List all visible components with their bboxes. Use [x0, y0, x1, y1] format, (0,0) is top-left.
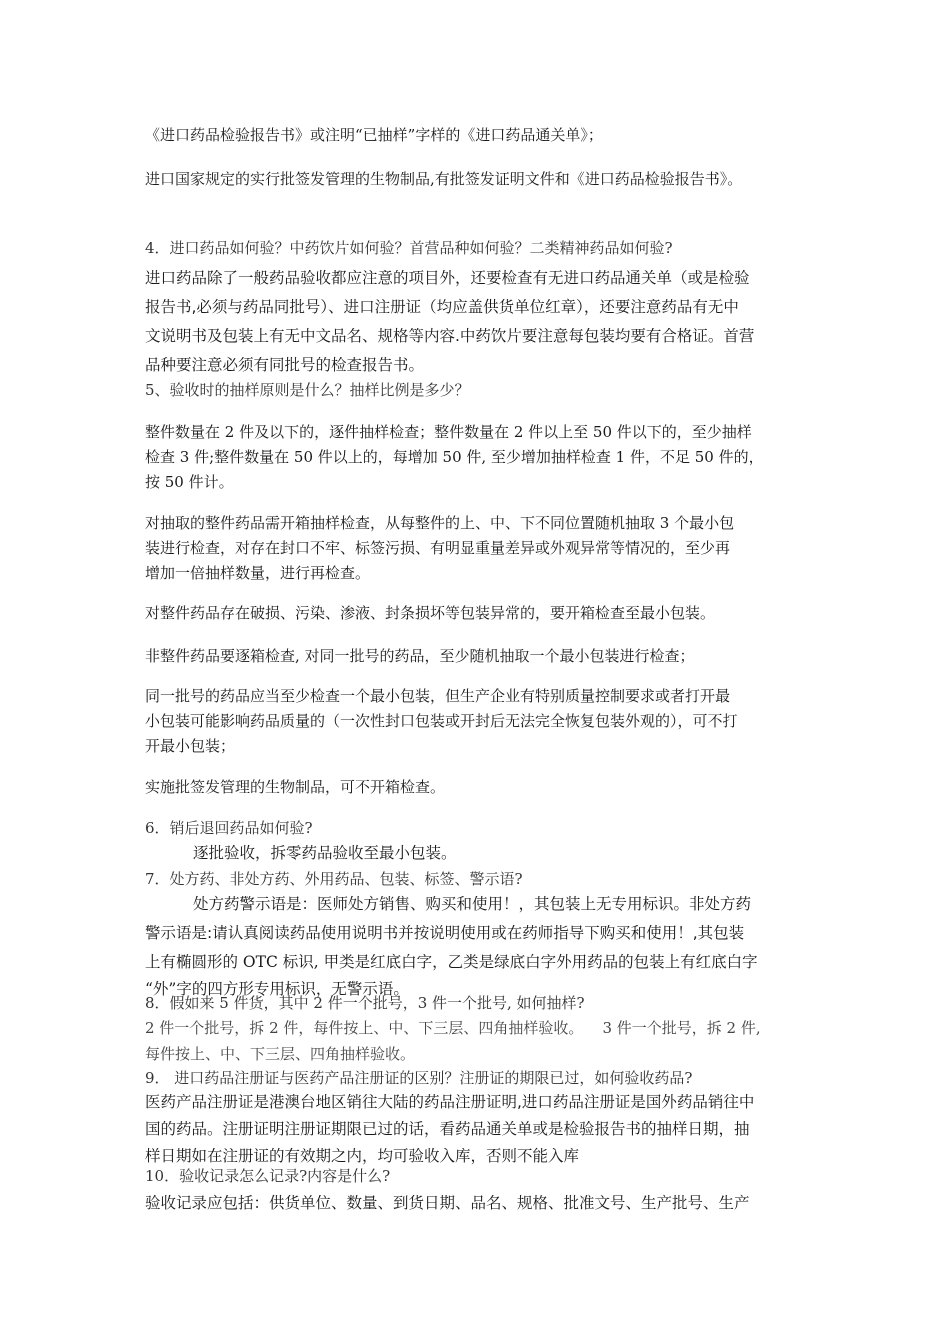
answer-8	[145, 1015, 820, 1067]
question-10: 10．验收记录怎么记录?内容是什么?	[145, 1167, 391, 1185]
question-5: 5、验收时的抽样原则是什么？抽样比例是多少？	[145, 381, 470, 399]
answer-5-line: 对抽取的整件药品需开箱抽样检查，从每整件的上、中、下不同位置随机抽取 3 个最小包	[145, 514, 735, 532]
answer-9-line: 国的药品。注册证明注册证期限已过的话，看药品通关单或是检验报告书的抽样日期，抽	[145, 1120, 750, 1138]
answer-5-biologics: 实施批签发管理的生物制品，可不开箱检查。	[145, 778, 446, 796]
answer-5-same-batch	[145, 684, 820, 759]
answer-7-line: 处方药警示语是：医师处方销售、购买和使用！，其包装上无专用标识。非处方药	[193, 895, 752, 913]
answer-5-line: 同一批号的药品应当至少检查一个最小包装，但生产企业有特别质量控制要求或者打开最	[145, 687, 731, 705]
answer-7-line: 警示语是:请认真阅读药品使用说明书并按说明使用或在药师指导下购买和使用！,其包装	[145, 924, 745, 942]
answer-5-damaged: 对整件药品存在破损、污染、渗液、封条损坏等包装异常的，要开箱检查至最小包装。	[145, 604, 716, 622]
answer-5-line: 检查 3 件;整件数量在 50 件以上的，每增加 50 件, 至少增加抽样检查 1 件，不足 50 件的，	[145, 448, 764, 466]
paragraph-import-report: 《进口药品检验报告书》或注明“已抽样”字样的《进口药品通关单》；	[145, 126, 603, 144]
answer-4-line: 报告书,必须与药品同批号）、进口注册证（均应盖供货单位红章），还要注意药品有无中	[145, 298, 739, 316]
answer-5-sampling-quantity	[145, 420, 820, 495]
question-9: 9． 进口药品注册证与医药产品注册证的区别？注册证的期限已过，如何验收药品?	[145, 1069, 693, 1087]
answer-5-line: 增加一倍抽样数量，进行再检查。	[145, 564, 371, 582]
answer-4-line: 品种要注意必须有同批号的检查报告书。	[145, 356, 425, 374]
paragraph-biologics: 进口国家规定的实行批签发管理的生物制品,有批签发证明文件和《进口药品检验报告书》。	[145, 170, 743, 188]
answer-7	[145, 890, 820, 1002]
question-7: 7．处方药、非处方药、外用药品、包装、标签、警示语?	[145, 870, 523, 888]
answer-5-line: 按 50 件计。	[145, 473, 234, 491]
answer-4	[145, 264, 820, 380]
answer-9-line: 医药产品注册证是港澳台地区销往大陆的药品注册证明,进口药品注册证是国外药品销往中	[145, 1093, 755, 1111]
answer-7-line: 上有椭圆形的 OTC 标识, 甲类是红底白字，乙类是绿底白字外用药品的包装上有红底白字	[145, 953, 758, 971]
answer-4-line: 文说明书及包装上有无中文品名、规格等内容.中药饮片要注意每包装均要有合格证。首营	[145, 327, 755, 345]
answer-9	[145, 1089, 820, 1170]
answer-5-line: 开最小包装；	[145, 737, 236, 755]
question-8: 8．假如来 5 件货，其中 2 件一个批号，3 件一个批号, 如何抽样?	[145, 994, 585, 1012]
question-4: 4．进口药品如何验？中药饮片如何验？首营品种如何验？二类精神药品如何验?	[145, 239, 673, 257]
answer-7-line: “外”字的四方形专用标识，无警示语。	[145, 980, 409, 998]
answer-5-line: 整件数量在 2 件及以下的，逐件抽样检查；整件数量在 2 件以上至 50 件以下的，至少抽样	[145, 423, 752, 441]
question-6: 6．销后退回药品如何验?	[145, 819, 313, 837]
answer-9-line: 样日期如在注册证的有效期之内，均可验收入库，否则不能入库	[145, 1147, 580, 1165]
answer-5-line: 小包装可能影响药品质量的（一次性封口包装或开封后无法完全恢复包装外观的），可不打	[145, 712, 738, 730]
answer-5-partial: 非整件药品要逐箱检查, 对同一批号的药品，至少随机抽取一个最小包装进行检查；	[145, 647, 695, 665]
answer-4-line: 进口药品除了一般药品验收都应注意的项目外，还要检查有无进口药品通关单（或是检验	[145, 269, 750, 287]
answer-8-line: 每件按上、中、下三层、四角抽样验收。	[145, 1045, 416, 1063]
answer-5-line: 装进行检查，对存在封口不牢、标签污损、有明显重量差异或外观异常等情况的，至少再	[145, 539, 731, 557]
answer-10: 验收记录应包括：供货单位、数量、到货日期、品名、规格、批准文号、生产批号、生产	[145, 1194, 750, 1212]
answer-8-line: 2 件一个批号，拆 2 件，每件按上、中、下三层、四角抽样验收。 3 件一个批号，拆 2 件,	[145, 1019, 761, 1037]
answer-5-open-box	[145, 511, 820, 586]
answer-6: 逐批验收，拆零药品验收至最小包装。	[193, 844, 457, 862]
